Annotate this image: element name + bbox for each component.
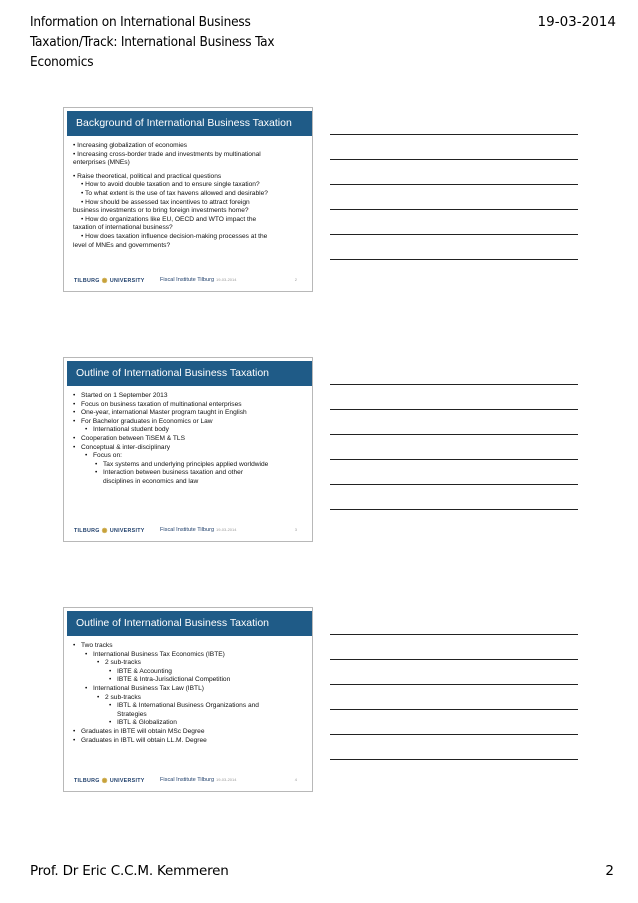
list-item: • One-year, international Master program taught in English bbox=[73, 409, 247, 417]
slide-date: 19-03-2014 bbox=[216, 527, 237, 532]
slide-outline-2 bbox=[63, 607, 313, 792]
notes-lines bbox=[330, 634, 578, 784]
slide-date: 19-03-2014 bbox=[216, 777, 237, 782]
notes-lines bbox=[330, 384, 578, 534]
slide-body bbox=[73, 142, 309, 250]
note-line bbox=[330, 234, 578, 235]
slide-body bbox=[73, 392, 309, 487]
notes-lines bbox=[330, 134, 578, 284]
note-line bbox=[330, 459, 578, 460]
text-line: • How should be assessed tax incentives to attract foreign bbox=[81, 198, 250, 206]
slide-title: Outline of International Business Taxation bbox=[67, 611, 312, 636]
author-name: Prof. Dr Eric C.C.M. Kemmeren bbox=[30, 863, 229, 879]
list-item: • Graduates in IBTL will obtain LL.M. Degree bbox=[73, 736, 207, 744]
list-item: • Started on 1 September 2013 bbox=[73, 392, 168, 399]
institute-name: Fiscal Institute Tilburg bbox=[160, 277, 215, 283]
stars-icon: ✺ bbox=[101, 528, 108, 535]
list-item: disciplines in economics and law bbox=[103, 477, 199, 485]
text-line: • Raise theoretical, political and practical questions bbox=[73, 172, 222, 180]
note-line bbox=[330, 484, 578, 485]
list-item: • 2 sub-tracks bbox=[97, 693, 141, 701]
slide-date: 19-03-2014 bbox=[216, 277, 237, 282]
note-line bbox=[330, 659, 578, 660]
note-line bbox=[330, 434, 578, 435]
list-item: • International Business Tax Law (IBTL) bbox=[85, 684, 204, 692]
note-line bbox=[330, 409, 578, 410]
list-item: • Interaction between business taxation and other bbox=[95, 469, 244, 477]
note-line bbox=[330, 509, 578, 510]
list-item: • Conceptual & inter-disciplinary bbox=[73, 443, 171, 451]
slide-number: 3 bbox=[294, 527, 297, 532]
slide-outline-1 bbox=[63, 357, 313, 542]
note-line bbox=[330, 259, 578, 260]
note-line bbox=[330, 759, 578, 760]
text-line: • How do organizations like EU, OECD and WTO impact the bbox=[81, 215, 257, 223]
text-line: • Increasing globalization of economies bbox=[73, 142, 188, 149]
stars-icon: ✺ bbox=[101, 778, 108, 785]
slide-title: Outline of International Business Taxation bbox=[67, 361, 312, 386]
university-logo: TILBURG ✺ UNIVERSITY bbox=[74, 278, 145, 285]
university-logo: TILBURG ✺ UNIVERSITY bbox=[74, 778, 145, 785]
list-item: • Focus on business taxation of multinational enterprises bbox=[73, 400, 242, 408]
slide-body bbox=[73, 642, 309, 745]
list-item: • IBTL & Globalization bbox=[109, 719, 177, 727]
document-title: Information on International Business Taxation/Track: International Business Tax Economics bbox=[30, 14, 275, 70]
institute-name: Fiscal Institute Tilburg bbox=[160, 527, 215, 533]
text-line: taxation of international business? bbox=[73, 224, 173, 232]
institute-name: Fiscal Institute Tilburg bbox=[160, 777, 215, 783]
slide-background bbox=[63, 107, 313, 292]
list-item: Strategies bbox=[117, 710, 147, 718]
slide-title: Background of International Business Taxation bbox=[67, 111, 312, 136]
list-item: • Two tracks bbox=[73, 642, 113, 649]
list-item: • IBTE & Accounting bbox=[109, 667, 172, 675]
text-line: enterprises (MNEs) bbox=[73, 159, 130, 167]
list-item: • International Business Tax Economics (IBTE) bbox=[85, 650, 225, 658]
note-line bbox=[330, 134, 578, 135]
slide-footer bbox=[64, 523, 312, 541]
list-item: • Graduates in IBTE will obtain MSc Degree bbox=[73, 727, 205, 735]
university-logo: TILBURG ✺ UNIVERSITY bbox=[74, 528, 145, 535]
text-line: business investments or to bring foreign investments home? bbox=[73, 207, 249, 215]
note-line bbox=[330, 159, 578, 160]
list-item: • 2 sub-tracks bbox=[97, 659, 141, 667]
slide-footer bbox=[64, 773, 312, 791]
text-line: level of MNEs and governments? bbox=[73, 241, 171, 249]
slide-number: 2 bbox=[294, 277, 297, 282]
list-item: • International student body bbox=[85, 426, 169, 434]
note-line bbox=[330, 634, 578, 635]
list-item: • Tax systems and underlying principles applied worldwide bbox=[95, 460, 269, 468]
note-line bbox=[330, 734, 578, 735]
page-number: 2 bbox=[605, 863, 614, 879]
list-item: • IBTL & International Business Organizations and bbox=[109, 702, 259, 710]
list-item: • IBTE & Intra-Jurisdictional Competition bbox=[109, 676, 231, 684]
note-line bbox=[330, 684, 578, 685]
list-item: • Cooperation between TiSEM & TLS bbox=[73, 434, 185, 442]
stars-icon: ✺ bbox=[101, 278, 108, 285]
text-line: • To what extent is the use of tax havens allowed and desirable? bbox=[81, 189, 268, 197]
text-line: • How does taxation influence decision-making processes at the bbox=[81, 232, 268, 240]
text-line: • How to avoid double taxation and to ensure single taxation? bbox=[81, 181, 260, 189]
note-line bbox=[330, 709, 578, 710]
slide-footer bbox=[64, 273, 312, 291]
list-item: • For Bachelor graduates in Economics or Law bbox=[73, 417, 213, 425]
slide-number: 4 bbox=[294, 777, 297, 782]
note-line bbox=[330, 209, 578, 210]
document-date: 19-03-2014 bbox=[537, 14, 616, 30]
note-line bbox=[330, 184, 578, 185]
text-line: • Increasing cross-border trade and investments by multinational bbox=[73, 150, 261, 158]
list-item: • Focus on: bbox=[85, 452, 122, 460]
note-line bbox=[330, 384, 578, 385]
